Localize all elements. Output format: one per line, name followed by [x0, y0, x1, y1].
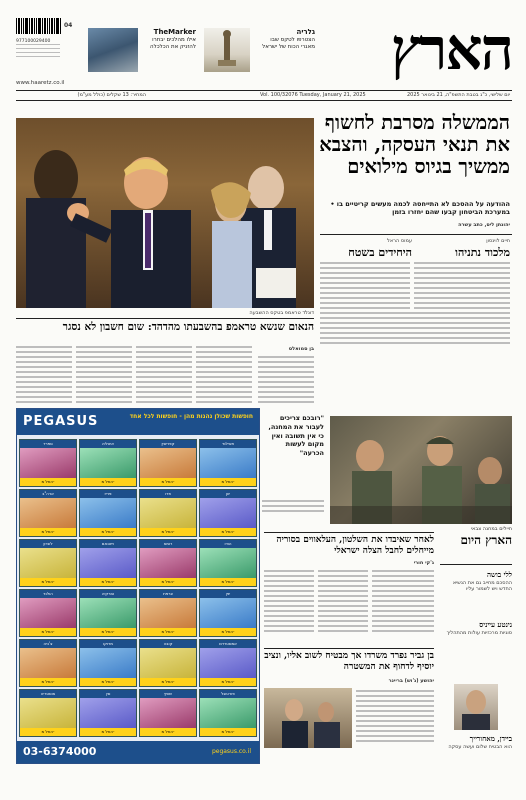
ad-tile-destination: פריז	[80, 490, 136, 498]
ad-tile-photo	[20, 448, 76, 478]
trump-headline[interactable]: הנאום שנשא טראמפ בהשבעתו מהדהד: שום חשבון לא נסגר	[62, 321, 314, 333]
ad-tile-photo	[20, 498, 76, 528]
ad-tile-price: החל מ-	[80, 678, 136, 686]
ad-tile[interactable]	[19, 489, 77, 537]
today-item-3[interactable]	[440, 734, 512, 750]
lead-subhead: ההודעה על ההסכם לא התייחסה לכמה מעשים קריטיים בו • במערכת הביטחון קבעו שהם יחזרו בזמן	[330, 200, 510, 217]
lead-byline: יהונתן ליס, כתב עשרה	[458, 222, 510, 228]
gallery-label: גלריה	[296, 28, 315, 36]
commentary-1-body	[414, 262, 510, 312]
barcode-icon	[16, 18, 62, 34]
ad-tile-photo	[140, 448, 196, 478]
ad-tile-price: החל מ-	[80, 528, 136, 536]
syria-col-1	[264, 570, 314, 635]
ad-tile-destination: מרוקו	[80, 640, 136, 648]
syria-col-3	[372, 570, 434, 635]
ad-tile-destination: אמסטרדם	[200, 640, 256, 648]
ad-web[interactable]: pegasus.co.il	[211, 748, 251, 755]
barcode-block	[16, 18, 73, 66]
price-line: המחיר: 13 שקלים (כולל מע"מ)	[77, 92, 146, 98]
ad-tile-photo	[80, 498, 136, 528]
quote-body	[262, 500, 324, 515]
ad-tile-destination: טורקיה	[80, 590, 136, 598]
today-item-1-text: ההסכם מחייב גם את הנשיא החדש ויש לשמור עליו	[452, 580, 512, 593]
syria-headline[interactable]: לאחר שאיבדו את השלטון, העלאווים בסוריה מייחלים לחבל הצלה ישראלי	[276, 535, 434, 557]
ad-tile[interactable]	[79, 689, 137, 737]
ad-tile-price: החל מ-	[20, 528, 76, 536]
dateline-rule-bottom	[16, 100, 512, 101]
today-item-3-text: הוא הבטיח שלום ועשה עסקה	[448, 744, 512, 750]
ad-tile[interactable]	[199, 589, 257, 637]
ad-tile-photo	[200, 598, 256, 628]
ad-tile-price: החל מ-	[200, 528, 256, 536]
lead-headline[interactable]: הממשלה מסרבת לחשוף את תנאי העסקה, והצבא ממשיך בגיוס מילואים	[319, 111, 510, 179]
ad-tile-photo	[140, 598, 196, 628]
ad-tile-photo	[80, 598, 136, 628]
ad-tile-price: החל מ-	[140, 628, 196, 636]
ad-tile[interactable]	[19, 689, 77, 737]
ad-tile-destination: קובה	[140, 640, 196, 648]
syria-rule	[264, 532, 434, 533]
ad-tile[interactable]	[79, 639, 137, 687]
ad-tile-price: החל מ-	[80, 628, 136, 636]
ad-tile[interactable]	[199, 639, 257, 687]
ad-tile[interactable]	[139, 589, 197, 637]
commentary-rule	[320, 234, 512, 235]
syria-col-2	[318, 570, 368, 635]
ad-tile[interactable]	[79, 489, 137, 537]
ad-tile[interactable]	[79, 539, 137, 587]
ad-tile[interactable]	[139, 689, 197, 737]
ad-tile[interactable]	[139, 639, 197, 687]
commentary-2-body	[320, 262, 410, 312]
barcode-number: 977100029400	[16, 39, 51, 44]
ad-tile-price: החל מ-	[200, 478, 256, 486]
soldiers-caption: חיילים במחנה צבאי	[470, 526, 512, 532]
ad-tile[interactable]	[19, 539, 77, 587]
ad-tile[interactable]	[199, 689, 257, 737]
today-item-1-title: ללי בושה	[487, 570, 512, 579]
ad-tile-price: החל מ-	[80, 578, 136, 586]
ad-tile-destination: צרפת	[140, 590, 196, 598]
ad-tile-price: החל מ-	[20, 578, 76, 586]
commentary-1-title: מלכוד נתניהו	[455, 246, 510, 260]
promo-gallery[interactable]	[253, 28, 315, 51]
ad-tile-price: החל מ-	[140, 478, 196, 486]
ad-tile-price: החל מ-	[200, 728, 256, 736]
commentary-continued	[320, 312, 510, 347]
bengvir-photo[interactable]	[264, 688, 352, 748]
bengvir-rule	[264, 648, 434, 649]
ad-tile-destination: איטליה	[80, 440, 136, 448]
today-column	[440, 534, 512, 764]
ad-tile[interactable]	[139, 489, 197, 537]
website-link[interactable]: www.haaretz.co.il	[16, 80, 65, 86]
ad-tile-destination: הולנד	[20, 590, 76, 598]
ad-tile-destination: יוון	[200, 490, 256, 498]
ad-tile[interactable]	[19, 639, 77, 687]
commentary-1[interactable]	[418, 238, 510, 259]
gallery-text: הצטרפו לטקס שבו	[270, 37, 315, 44]
today-rule	[440, 564, 512, 565]
ad-footer	[17, 741, 259, 763]
ad-tile-photo	[20, 598, 76, 628]
lead-photo[interactable]	[16, 118, 314, 308]
masthead-logo: הארץ	[390, 15, 512, 83]
ad-tile-destination: הודו	[200, 540, 256, 548]
today-item-2-title: נינטע עייניס	[479, 620, 512, 629]
ad-tile-photo	[200, 548, 256, 578]
ad-tile-price: החל מ-	[140, 528, 196, 536]
ad-brand: PEGASUS	[23, 414, 99, 429]
ad-tile[interactable]	[199, 539, 257, 587]
ad-tile-price: החל מ-	[20, 478, 76, 486]
bengvir-headline[interactable]: בן גביר נפרד משרדו אך מבטיח לשוב אליו, ונציב יוסיף לדחוף את המשטרה	[264, 651, 434, 673]
trump-col-5	[258, 356, 314, 406]
ad-tile-price: החל מ-	[140, 578, 196, 586]
ad-tile-price: החל מ-	[200, 628, 256, 636]
ad-tile-destination: וייטנאם	[80, 540, 136, 548]
ad-tiles-grid	[17, 439, 259, 739]
ad-tile-price: החל מ-	[20, 628, 76, 636]
bengvir-body	[356, 690, 434, 745]
ad-tile-photo	[140, 548, 196, 578]
commentary-2[interactable]	[320, 238, 412, 259]
barcode-fineprint	[16, 44, 60, 60]
themarker-text: אילו מהלכים יבחרו להזניק את הכלכלה	[149, 37, 196, 51]
trump-col-2	[76, 346, 132, 406]
dateline-hebrew: יום שלישי, כ"ג בטבת התשפ"ה, 21 בינואר 2025	[406, 92, 510, 98]
soldiers-image	[330, 416, 512, 524]
today-item-2-text: סוגיות מרכזיות עולות מהתהליך	[446, 630, 512, 636]
today-title: הארץ היום	[460, 533, 512, 547]
ad-tile-photo	[200, 648, 256, 678]
ad-tile-photo	[200, 698, 256, 728]
ad-tile-photo	[140, 648, 196, 678]
today-portrait	[454, 684, 498, 730]
ad-tile[interactable]	[19, 439, 77, 487]
dateline-english: Vol. 100/32076 Tuesday, January 21, 2025	[260, 92, 366, 98]
commentary-2-author: עמוס הראל	[387, 238, 412, 244]
ad-tile-destination: אוסטריה	[20, 690, 76, 698]
today-item-3-title: ביידן, מאחורייך	[469, 734, 512, 743]
soldiers-photo[interactable]	[330, 416, 512, 524]
ad-tile-price: החל מ-	[140, 678, 196, 686]
promo-photo-1[interactable]	[88, 28, 138, 72]
ad-tile-photo	[20, 698, 76, 728]
ad-tile[interactable]	[139, 439, 197, 487]
ad-tile-destination: ארה"ב	[20, 490, 76, 498]
ad-tile[interactable]	[79, 439, 137, 487]
ad-tile[interactable]	[199, 439, 257, 487]
ad-tile-photo	[80, 698, 136, 728]
ad-tile-photo	[140, 698, 196, 728]
trump-col-1	[16, 346, 72, 406]
commentary-2-title: היחידים בשטח	[348, 246, 412, 260]
bengvir-author: יהושע (ג'וש) בריינר	[388, 678, 434, 684]
trump-col-3	[136, 346, 192, 406]
lead-photo-caption: דונלד טראמפ בטקס ההשבעה	[249, 310, 314, 316]
ad-tile-destination: פורטוגל	[200, 690, 256, 698]
today-item-1[interactable]	[440, 570, 512, 593]
trump-col-4	[196, 346, 252, 406]
ad-tile-photo	[20, 648, 76, 678]
quote-box	[262, 414, 324, 458]
promo-photo-2[interactable]	[204, 28, 250, 72]
ad-tile-photo	[80, 548, 136, 578]
ad-tile-price: החל מ-	[20, 728, 76, 736]
ad-tile-destination: יפן	[200, 590, 256, 598]
ad-tile[interactable]	[79, 589, 137, 637]
ad-tile-price: החל מ-	[80, 728, 136, 736]
ad-tile-destination: סין	[80, 690, 136, 698]
ad-header	[17, 409, 259, 435]
ad-phone[interactable]: 03-6374000	[23, 745, 97, 758]
statue-icon	[204, 28, 250, 72]
ad-tile-price: החל מ-	[20, 678, 76, 686]
ad-tile-price: החל מ-	[200, 578, 256, 586]
commentary-1-author: חיים לוינסון	[486, 238, 510, 244]
ad-tile-destination: ספרד	[20, 440, 76, 448]
ad-tile-destination: צ'כיה	[20, 640, 76, 648]
promo3-text: מאגרי הכוח של ישראל	[262, 44, 315, 51]
ad-tile-destination: פרו	[140, 490, 196, 498]
ad-tile[interactable]	[199, 489, 257, 537]
ad-tile-destination: לונדון	[20, 540, 76, 548]
ad-tile-photo	[80, 448, 136, 478]
ad-tile-destination: שוויץ	[140, 690, 196, 698]
ad-tile-destination: קפריסין	[140, 440, 196, 448]
dateline-rule-top	[16, 90, 512, 91]
syria-author: ג'קי חורי	[413, 560, 434, 566]
ad-tile-photo	[80, 648, 136, 678]
promo-themarker[interactable]	[140, 28, 196, 51]
quote-text: "רובכם צריכים לעבור את המחנה, כי אין תשובה ואין מקום לעשות הכרעה"	[268, 414, 324, 458]
ad-tile-destination: תאילנד	[200, 440, 256, 448]
ad-tile-photo	[200, 498, 256, 528]
ad-tile-photo	[20, 548, 76, 578]
ad-tile[interactable]	[19, 589, 77, 637]
trump-author: בן סמואלס	[288, 346, 314, 352]
today-item-2[interactable]	[440, 620, 512, 636]
trump-rule	[16, 318, 314, 319]
ad-tile-photo	[200, 448, 256, 478]
ad-tile-price: החל מ-	[200, 678, 256, 686]
themarker-label: TheMarker	[153, 28, 196, 36]
pegasus-ad[interactable]	[16, 408, 260, 764]
ad-tile-price: החל מ-	[80, 478, 136, 486]
ad-tile-price: החל מ-	[140, 728, 196, 736]
ad-tile[interactable]	[139, 539, 197, 587]
ad-tile-destination: רומא	[140, 540, 196, 548]
ad-tile-photo	[140, 498, 196, 528]
inauguration-photo	[16, 118, 314, 308]
ad-tagline: חופשות שכולן נהנות מהן - חופשות לכל אחד	[129, 413, 253, 420]
issue-number: 04	[64, 22, 73, 29]
